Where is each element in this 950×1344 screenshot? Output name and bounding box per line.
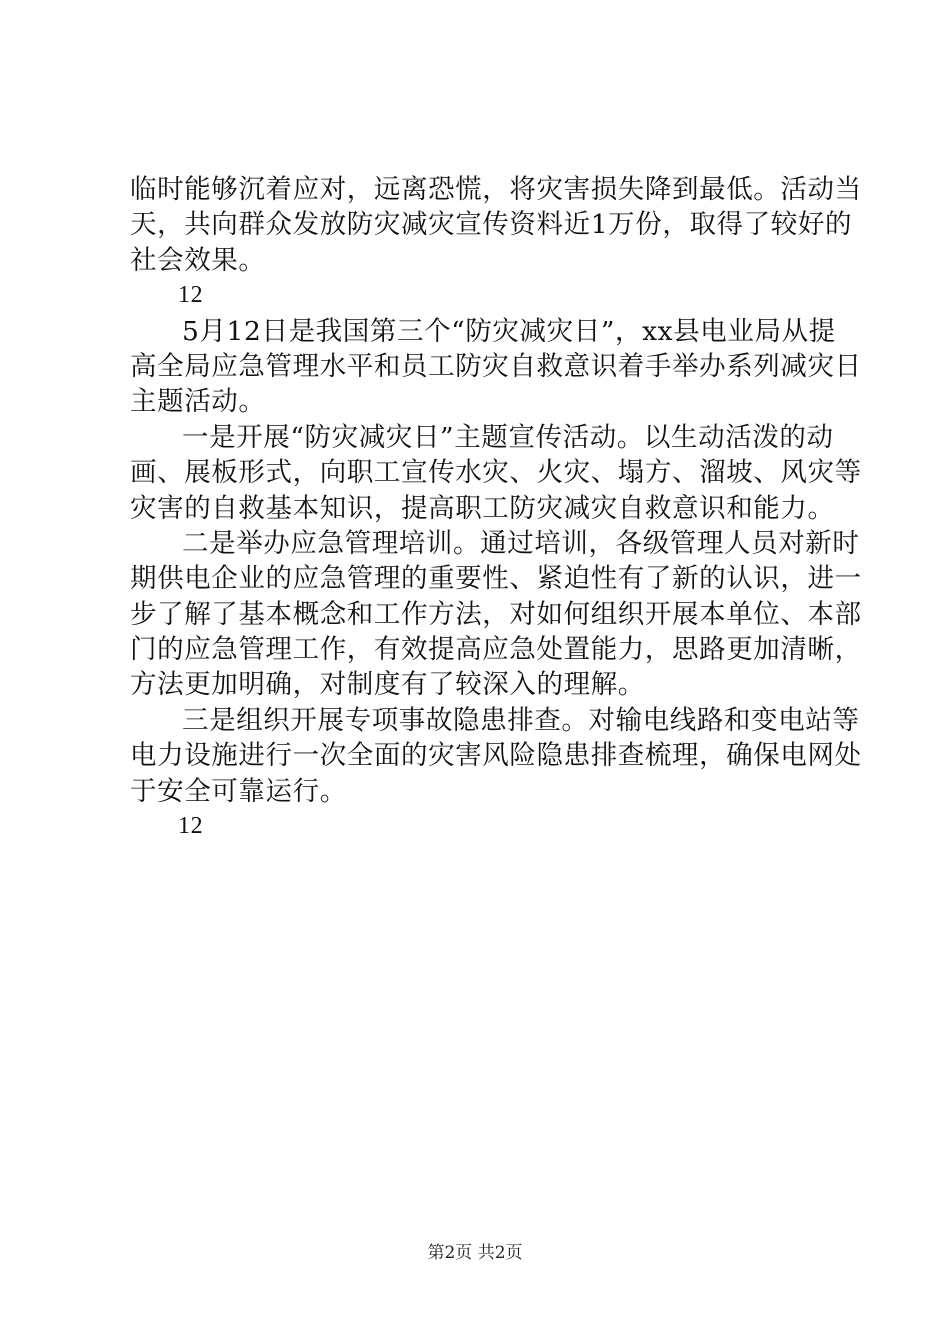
text-line: 灾害的自救基本知识，提高职工防灾减灾自救意识和能力。 [130,492,835,524]
text-line: 步了解了基本概念和工作方法，对如何组织开展本单位、本部 [130,598,862,630]
page-footer: 第2页 共2页 [427,1243,523,1263]
text-line: 高全局应急管理水平和员工防灾自救意识着手举办系列减灾日 [130,350,862,382]
text-line: 期供电企业的应急管理的重要性、紧迫性有了新的认识，进一 [130,563,862,595]
text-line: 电力设施进行一次全面的灾害风险隐患排查梳理，确保电网处 [130,740,862,772]
text-line: 于安全可靠运行。 [130,775,347,807]
paragraph-number: 12 [178,282,204,309]
text-line: 三是组织开展专项事故隐患排查。对输电线路和变电站等 [182,704,860,736]
text-line: 5月12日是我国第三个“防灾减灾日”，xx县电业局从提 [182,315,836,347]
text-line: 主题活动。 [130,386,266,418]
text-line: 画、展板形式，向职工宣传水灾、火灾、塌方、溜坡、风灾等 [130,457,862,489]
text-line: 社会效果。 [130,244,266,276]
text-line: 临时能够沉着应对，远离恐慌，将灾害损失降到最低。活动当 [130,174,862,205]
text-line: 一是开展“防灾减灾日”主题宣传活动。以生动活泼的动 [182,421,834,453]
text-line: 二是举办应急管理培训。通过培训，各级管理人员对新时 [182,527,860,559]
text-line: 方法更加明确，对制度有了较深入的理解。 [130,669,645,701]
paragraph-number: 12 [178,813,204,840]
body-text [130,172,862,844]
text-line: 门的应急管理工作，有效提高应急处置能力，思路更加清晰， [130,634,862,666]
text-line: 天，共向群众发放防灾减灾宣传资料近1万份，取得了较好的 [130,209,853,241]
